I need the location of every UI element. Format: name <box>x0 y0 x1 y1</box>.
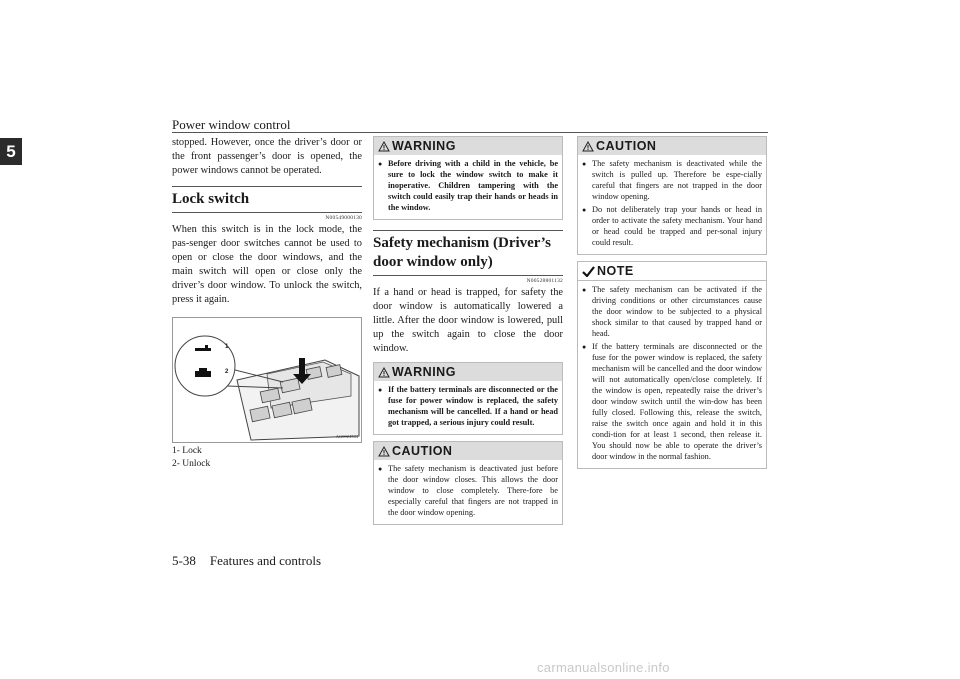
caution-item <box>378 463 558 518</box>
caution-item <box>582 204 762 248</box>
caution-header <box>374 442 562 460</box>
caution-item <box>582 158 762 202</box>
note-label: NOTE <box>597 264 634 278</box>
caution-item-text: Do not deliberately trap your hands or head in order to activate the safety mechanism. Your hand or head could be trapped and per-sonal injury could result. <box>592 205 762 247</box>
bullet-dot-icon: ● <box>582 206 587 214</box>
bullet-dot-icon: ● <box>582 160 587 168</box>
warning-item-text: Before driving with a child in the vehicle, be sure to lock the window switch to make it inoperative. Children tampering with the switch could easily trap their hands or heads in the window. <box>388 159 558 212</box>
caution-label: CAUTION <box>596 139 657 153</box>
warning-body <box>374 155 562 219</box>
note-item <box>582 284 762 339</box>
note-header <box>578 262 766 281</box>
bullet-dot-icon: ● <box>582 286 587 294</box>
lock-switch-paragraph: When this switch is in the lock mode, the pas-senger door switches cannot be used to open or close the door windows, and the main switch will open or close only the driver’s door window. To unlock the switch, press it again. <box>172 224 362 305</box>
caution-label: CAUTION <box>392 444 453 458</box>
caution-item-text: The safety mechanism is deactivated just before the door window closes. This allows the door window to close completely. There-fore be especially careful that fingers are not trapped in the door window opening. <box>388 464 558 517</box>
warning-label: WARNING <box>392 365 456 379</box>
caption-unlock: 2- Unlock <box>172 459 211 469</box>
warning-box-battery <box>373 362 563 435</box>
chapter-tab: 5 <box>0 138 22 165</box>
note-box <box>577 261 767 469</box>
warning-header <box>374 137 562 155</box>
note-item-text: If the battery terminals are disconnected or the fuse for the power window is replaced, the safety mechanism will be cancelled and the door window will not automatically open/close completely. If the window is open, repeatedly raise the driver’s door window switch until the win-dow has been fully closed. Following this, release the switch, raise the switch once again and hold it in this condi-tion for at least 1 second, then release it. You should now be able to operate the driver’s door window in the normal fashion. <box>592 342 762 461</box>
column-1 <box>172 136 362 471</box>
lock-switch-heading: Lock switch <box>172 186 362 213</box>
bullet-dot-icon: ● <box>582 343 587 351</box>
bullet-dot-icon: ● <box>378 386 383 394</box>
warning-triangle-icon <box>378 367 390 378</box>
header-rule <box>172 132 768 133</box>
window-switch-illustration <box>173 318 361 442</box>
watermark-text: carmanualsonline.info <box>537 660 670 675</box>
bullet-dot-icon: ● <box>378 465 383 473</box>
lock-switch-figure <box>172 317 362 443</box>
caution-triangle-icon <box>582 141 594 152</box>
note-item <box>582 341 762 462</box>
warning-item <box>378 158 558 213</box>
caution-box-closing <box>373 441 563 525</box>
warning-box-child <box>373 136 563 220</box>
caution-header <box>578 137 766 155</box>
note-item-text: The safety mechanism can be activated if the driving conditions or other circumstances cause the door window to be subjected to a physical shock similar to that caused by trapped hand or head. <box>592 285 762 338</box>
caption-lock: 1- Lock <box>172 446 202 456</box>
bullet-dot-icon: ● <box>378 160 383 168</box>
lock-switch-code: N00549000130 <box>325 215 362 221</box>
caution-body <box>578 155 766 254</box>
figure-caption <box>172 445 362 471</box>
figure-code: AG0024344 <box>335 434 358 439</box>
warning-item <box>378 384 558 428</box>
callout-2: 2 <box>225 369 229 375</box>
column-3 <box>577 136 767 475</box>
caution-body <box>374 460 562 524</box>
warning-item-text: If the battery terminals are disconnected or the fuse for power window is replaced, the safety mechanism will be cancelled. If a hand or head got trapped, a serious injury could result. <box>388 385 558 427</box>
footer-section: Features and controls <box>209 553 322 568</box>
column-2 <box>373 136 563 531</box>
safety-mechanism-paragraph: If a hand or head is trapped, for safety the door window is automatically lowered a little. After the door window is lowered, pull up the switch again to close the door window. <box>373 287 563 354</box>
intro-paragraph: stopped. However, once the driver’s door or the front passenger’s door is opened, the power windows cannot be operated. <box>172 137 362 176</box>
caution-triangle-icon <box>378 446 390 457</box>
page-number: 5-38 <box>172 553 196 568</box>
warning-header <box>374 363 562 381</box>
safety-mechanism-heading: Safety mechanism (Driver’s door window only) <box>373 230 563 276</box>
checkmark-icon <box>582 266 595 277</box>
page-footer <box>172 553 335 569</box>
warning-body <box>374 381 562 434</box>
warning-label: WARNING <box>392 139 456 153</box>
caution-item-text: The safety mechanism is deactivated while the switch is pulled up. Therefore be espe-cially careful that fingers are not trapped in the door window opening. <box>592 159 762 201</box>
safety-mechanism-code: N00528801132 <box>526 278 563 284</box>
caution-box-pulled-up <box>577 136 767 255</box>
callout-1: 1 <box>225 344 229 350</box>
note-body <box>578 281 766 468</box>
warning-triangle-icon <box>378 141 390 152</box>
page-header-title: Power window control <box>172 117 291 132</box>
